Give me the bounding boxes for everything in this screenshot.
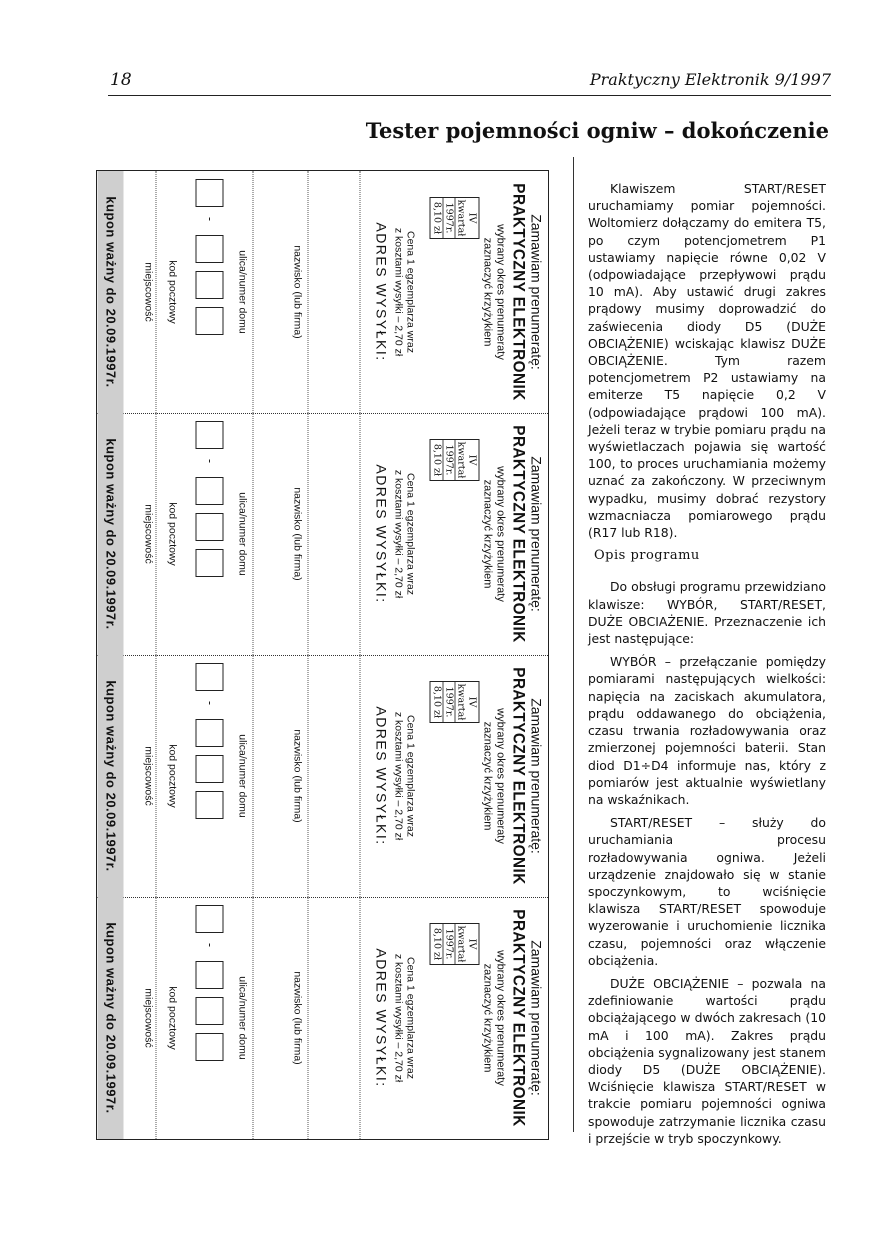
header-rule	[108, 95, 831, 96]
period-instruction	[480, 897, 506, 1139]
order-text: Zamawiam prenumeratę:	[528, 940, 544, 1096]
magazine-header: Praktyczny Elektronik 9/1997	[589, 70, 831, 89]
name-field[interactable]	[359, 655, 360, 897]
period-checkbox[interactable]	[429, 439, 479, 481]
zip-dash: -	[203, 459, 217, 463]
zip-label: kod pocztowy	[166, 744, 178, 808]
year-label: 1997r.	[442, 198, 454, 238]
street-label: ulica/numer domu	[236, 250, 248, 334]
coupon-strip	[96, 170, 549, 1140]
period-instruction	[480, 655, 506, 897]
cost-note-line: z kosztami wysyłki – 2,70 zł	[392, 469, 404, 599]
period-instruction-line: wybrany okres prenumeraty	[494, 466, 506, 602]
name-label: nazwisko (lub firma)	[291, 729, 303, 823]
name-field-line[interactable]	[307, 413, 308, 655]
zip-digit-box[interactable]	[195, 755, 223, 783]
coupon-content	[97, 171, 548, 413]
zip-digit-box[interactable]	[195, 179, 223, 207]
subscription-coupon	[97, 897, 548, 1139]
quarter-label: IV kwartał	[455, 683, 477, 721]
cost-note-line: Cena 1 egzemplarza wraz	[404, 715, 416, 837]
price-label: 8,10 zł	[431, 685, 442, 719]
zip-dash: -	[203, 943, 217, 947]
zip-code-boxes	[181, 421, 223, 651]
paragraph: DUŻE OBCIĄŻENIE – pozwala na zdefiniowanie wartości prądu obciążającego w dwóch zakresach (10 mA i 100 mA). Zakres prądu obciążenia sygnalizowany jest stanem diody D5 (DUŻE OBCIĄŻENIE). Wciśnięcie klawisza START/RESET w trakcie pomiaru pojemności ogniwa spowoduje zatrzymanie licznika czasu i przejście w tryb spoczynkowy.	[588, 975, 826, 1146]
name-field[interactable]	[359, 413, 360, 655]
price-label: 8,10 zł	[431, 927, 442, 961]
city-label: miejscowość	[142, 746, 154, 806]
city-field[interactable]	[155, 655, 156, 897]
zip-digit-box[interactable]	[195, 271, 223, 299]
name-label: nazwisko (lub firma)	[291, 245, 303, 339]
article-body	[588, 180, 826, 1153]
street-field[interactable]	[252, 897, 253, 1139]
street-field[interactable]	[252, 171, 253, 413]
cost-note	[392, 413, 416, 655]
period-instruction-line: zaznaczyć krzyżykiem	[481, 479, 493, 589]
address-heading: ADRES WYSYŁKI:	[373, 948, 389, 1088]
city-field[interactable]	[155, 897, 156, 1139]
year-label: 1997r.	[442, 440, 454, 480]
zip-digit-box[interactable]	[195, 513, 223, 541]
name-field-line[interactable]	[307, 897, 308, 1139]
period-instruction	[480, 413, 506, 655]
zip-label: kod pocztowy	[166, 260, 178, 324]
zip-digit-box[interactable]	[195, 961, 223, 989]
subscription-coupon	[97, 413, 548, 655]
column-rule	[573, 157, 574, 1132]
quarter-label: IV kwartał	[455, 441, 477, 479]
city-label: miejscowość	[142, 504, 154, 564]
quarter-label: IV kwartał	[455, 925, 477, 963]
article-title: Tester pojemności ogniw – dokończenie	[365, 118, 829, 143]
coupon-magazine-name: PRAKTYCZNY ELEKTRONIK	[509, 183, 528, 401]
period-checkbox[interactable]	[429, 923, 479, 965]
address-heading: ADRES WYSYŁKI:	[373, 706, 389, 846]
order-text: Zamawiam prenumeratę:	[528, 214, 544, 370]
period-instruction-line: zaznaczyć krzyżykiem	[481, 721, 493, 831]
name-field[interactable]	[359, 171, 360, 413]
quarter-label: IV kwartał	[455, 199, 477, 237]
cost-note	[392, 171, 416, 413]
zip-digit-box[interactable]	[195, 791, 223, 819]
zip-digit-box[interactable]	[195, 905, 223, 933]
zip-digit-box[interactable]	[195, 997, 223, 1025]
street-label: ulica/numer domu	[236, 734, 248, 818]
zip-digit-box[interactable]	[195, 549, 223, 577]
validity-stripe: kupon ważny do 20.09.1997r.	[97, 897, 123, 1139]
subscription-coupon	[97, 655, 548, 897]
order-text: Zamawiam prenumeratę:	[528, 456, 544, 612]
cost-note-line: Cena 1 egzemplarza wraz	[404, 231, 416, 353]
name-field[interactable]	[359, 897, 360, 1139]
year-label: 1997r.	[442, 924, 454, 964]
name-label: nazwisko (lub firma)	[291, 971, 303, 1065]
cost-note-line: Cena 1 egzemplarza wraz	[404, 957, 416, 1079]
cost-note-line: z kosztami wysyłki – 2,70 zł	[392, 711, 404, 841]
zip-dash: -	[203, 217, 217, 221]
period-instruction	[480, 171, 506, 413]
zip-digit-box[interactable]	[195, 663, 223, 691]
city-field[interactable]	[155, 413, 156, 655]
name-label: nazwisko (lub firma)	[291, 487, 303, 581]
zip-label: kod pocztowy	[166, 986, 178, 1050]
validity-stripe: kupon ważny do 20.09.1997r.	[97, 413, 123, 655]
order-text: Zamawiam prenumeratę:	[528, 698, 544, 854]
period-instruction-line: zaznaczyć krzyżykiem	[481, 963, 493, 1073]
paragraph: Do obsługi programu przewidziano klawisze: WYBÓR, START/RESET, DUŻE OBCIAŻENIE. Przeznaczenie ich jest następujące:	[588, 579, 826, 647]
paragraph: Klawiszem START/RESET uruchamiamy pomiar pojemności. Woltomierz dołączamy do emitera T5, po czym potencjometrem P1 ustawiamy napięcie równe 0,02 V (odpowiadające przepływowi prądu 10 mA). Aby ustawić drugi zakres prądowy musimy doprowadzić do zaświecenia diody D5 (DUŻE OBCIĄŻENIE) wciskając klawisz DUŻE OBCIĄŻENIE. Tym razem potencjometrem P2 ustawiamy na emiterze T5 napięcie 0,2 V (odpowiadające prądowi 100 mA). Jeżeli teraz w trybie pomiaru prądu na wyświetlaczach pojawia się wartość 100, to proces uruchamiania możemy uznać za zakończony. W przeciwnym wypadku, musimy dobrać rezystory wzmacniacza pomiarowego prądu (R17 lub R18).	[588, 181, 826, 541]
coupon-magazine-name: PRAKTYCZNY ELEKTRONIK	[509, 909, 528, 1127]
city-field[interactable]	[155, 171, 156, 413]
zip-code-boxes	[181, 663, 223, 893]
year-label: 1997r.	[442, 682, 454, 722]
price-label: 8,10 zł	[431, 443, 442, 477]
zip-digit-box[interactable]	[195, 1033, 223, 1061]
page-number: 18	[110, 70, 132, 90]
cost-note-line: z kosztami wysyłki – 2,70 zł	[392, 227, 404, 357]
zip-digit-box[interactable]	[195, 477, 223, 505]
coupon-magazine-name: PRAKTYCZNY ELEKTRONIK	[509, 667, 528, 885]
zip-digit-box[interactable]	[195, 421, 223, 449]
subscription-coupon	[97, 171, 548, 413]
price-label: 8,10 zł	[431, 201, 442, 235]
street-field[interactable]	[252, 655, 253, 897]
street-label: ulica/numer domu	[236, 492, 248, 576]
paragraph: WYBÓR – przełączanie pomiędzy pomiarami następujących wielkości: napięcia na zaciskach akumulatora, prądu oddawanego do obciążenia, czasu trwania rozładowywania oraz zmierzonej pojemności baterii. Stan diod D1÷D4 informuje nas, który z pomiarów jest aktualnie wyświetlany na wskaźnikach.	[588, 654, 826, 807]
coupon-content	[97, 897, 548, 1139]
cost-note-line: z kosztami wysyłki – 2,70 zł	[392, 953, 404, 1083]
city-label: miejscowość	[142, 262, 154, 322]
zip-digit-box[interactable]	[195, 307, 223, 335]
zip-code-boxes	[181, 179, 223, 409]
coupon-content	[97, 655, 548, 897]
street-field[interactable]	[252, 413, 253, 655]
cost-note	[392, 655, 416, 897]
coupon-magazine-name: PRAKTYCZNY ELEKTRONIK	[509, 425, 528, 643]
period-instruction-line: zaznaczyć krzyżykiem	[481, 237, 493, 347]
street-label: ulica/numer domu	[236, 976, 248, 1060]
period-instruction-line: wybrany okres prenumeraty	[494, 224, 506, 360]
zip-digit-box[interactable]	[195, 719, 223, 747]
cost-note	[392, 897, 416, 1139]
coupon-content	[97, 413, 548, 655]
period-instruction-line: wybrany okres prenumeraty	[494, 708, 506, 844]
address-heading: ADRES WYSYŁKI:	[373, 464, 389, 604]
period-checkbox[interactable]	[429, 681, 479, 723]
address-heading: ADRES WYSYŁKI:	[373, 222, 389, 362]
paragraph: START/RESET – służy do uruchamiania procesu rozładowywania ogniwa. Jeżeli urządzenie znajdowało się w stanie spoczynkowym, to wciśnięcie klawisza START/RESET spowoduje wyzerowanie i uruchomienie licznika czasu, pojemności oraz włączenie obciążenia.	[588, 815, 826, 968]
validity-stripe: kupon ważny do 20.09.1997r.	[97, 171, 123, 413]
name-field-line[interactable]	[307, 171, 308, 413]
city-label: miejscowość	[142, 988, 154, 1048]
name-field-line[interactable]	[307, 655, 308, 897]
zip-digit-box[interactable]	[195, 235, 223, 263]
zip-label: kod pocztowy	[166, 502, 178, 566]
period-checkbox[interactable]	[429, 197, 479, 239]
validity-stripe: kupon ważny do 20.09.1997r.	[97, 655, 123, 897]
cost-note-line: Cena 1 egzemplarza wraz	[404, 473, 416, 595]
zip-code-boxes	[181, 905, 223, 1135]
section-heading: Opis programu	[594, 548, 700, 564]
zip-dash: -	[203, 701, 217, 705]
period-instruction-line: wybrany okres prenumeraty	[494, 950, 506, 1086]
